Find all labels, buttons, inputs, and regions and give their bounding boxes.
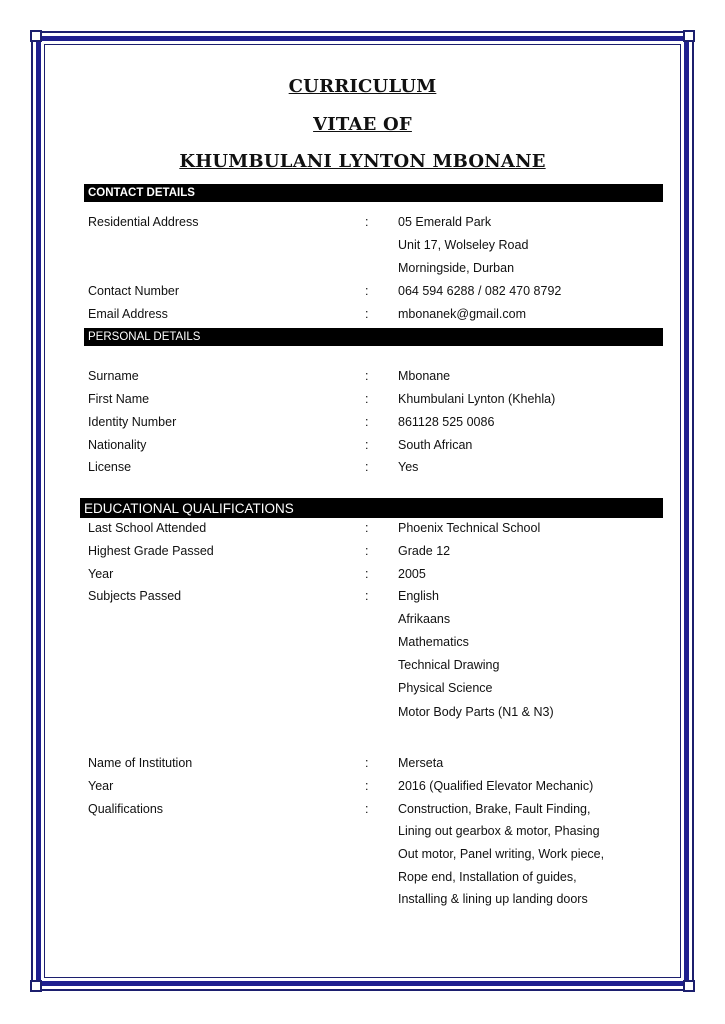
separator: : — [365, 392, 369, 406]
separator: : — [365, 307, 369, 321]
section-header-education: EDUCATIONAL QUALIFICATIONS — [80, 498, 663, 518]
candidate-name: KHUMBULANI LYNTON MBONANE — [179, 151, 546, 172]
year-value: 2005 — [398, 567, 426, 581]
address-label: Residential Address — [88, 215, 199, 229]
subjects-label: Subjects Passed — [88, 589, 182, 603]
corner-ornament-bottom-left — [30, 980, 42, 992]
section-header-personal: PERSONAL DETAILS — [84, 328, 663, 346]
first-name-label: First Name — [88, 392, 150, 406]
separator: : — [365, 369, 369, 383]
subject-item: Afrikaans — [398, 612, 451, 626]
qualification-line: Rope end, Installation of guides, — [398, 870, 577, 884]
address-line: Unit 17, Wolseley Road — [398, 238, 529, 252]
school-value: Phoenix Technical School — [398, 521, 541, 535]
surname-label: Surname — [88, 369, 139, 383]
year-label: Year — [88, 567, 114, 581]
separator: : — [365, 567, 369, 581]
phone-label: Contact Number — [88, 284, 180, 298]
id-number-value: 861128 525 0086 — [398, 415, 495, 429]
year2-value: 2016 (Qualified Elevator Mechanic) — [398, 779, 594, 793]
school-label: Last School Attended — [88, 521, 207, 535]
separator: : — [365, 415, 369, 429]
separator: : — [365, 756, 369, 770]
qualification-line: Out motor, Panel writing, Work piece, — [398, 847, 605, 861]
separator: : — [365, 215, 369, 229]
address-line: 05 Emerald Park — [398, 215, 492, 229]
qualification-line: Construction, Brake, Fault Finding, — [398, 802, 591, 816]
subject-item: Motor Body Parts (N1 & N3) — [398, 705, 554, 719]
email-value: mbonanek@gmail.com — [398, 307, 527, 321]
qualifications-label: Qualifications — [88, 802, 164, 816]
nationality-value: South African — [398, 438, 473, 452]
separator: : — [365, 589, 369, 603]
subject-item: Technical Drawing — [398, 658, 500, 672]
separator: : — [365, 779, 369, 793]
title-line-1: CURRICULUM — [288, 76, 437, 97]
separator: : — [365, 284, 369, 298]
id-number-label: Identity Number — [88, 415, 177, 429]
subject-item: Physical Science — [398, 681, 493, 695]
first-name-value: Khumbulani Lynton (Khehla) — [398, 392, 556, 406]
separator: : — [365, 802, 369, 816]
phone-value: 064 594 6288 / 082 470 8792 — [398, 284, 562, 298]
grade-label: Highest Grade Passed — [88, 544, 214, 558]
title-line-2: VITAE OF — [313, 114, 412, 135]
section-header-contact: CONTACT DETAILS — [84, 184, 663, 202]
email-label: Email Address — [88, 307, 168, 321]
grade-value: Grade 12 — [398, 544, 451, 558]
license-label: License — [88, 460, 132, 474]
separator: : — [365, 460, 369, 474]
separator: : — [365, 438, 369, 452]
separator: : — [365, 521, 369, 535]
license-value: Yes — [398, 460, 419, 474]
institution-label: Name of Institution — [88, 756, 193, 770]
address-line: Morningside, Durban — [398, 261, 515, 275]
year2-label: Year — [88, 779, 114, 793]
nationality-label: Nationality — [88, 438, 147, 452]
corner-ornament-top-left — [30, 30, 42, 42]
institution-value: Merseta — [398, 756, 444, 770]
corner-ornament-top-right — [683, 30, 695, 42]
subject-item: Mathematics — [398, 635, 469, 649]
separator: : — [365, 544, 369, 558]
qualification-line: Installing & lining up landing doors — [398, 892, 588, 906]
surname-value: Mbonane — [398, 369, 451, 383]
corner-ornament-bottom-right — [683, 980, 695, 992]
qualification-line: Lining out gearbox & motor, Phasing — [398, 824, 600, 838]
subject-item: English — [398, 589, 439, 603]
